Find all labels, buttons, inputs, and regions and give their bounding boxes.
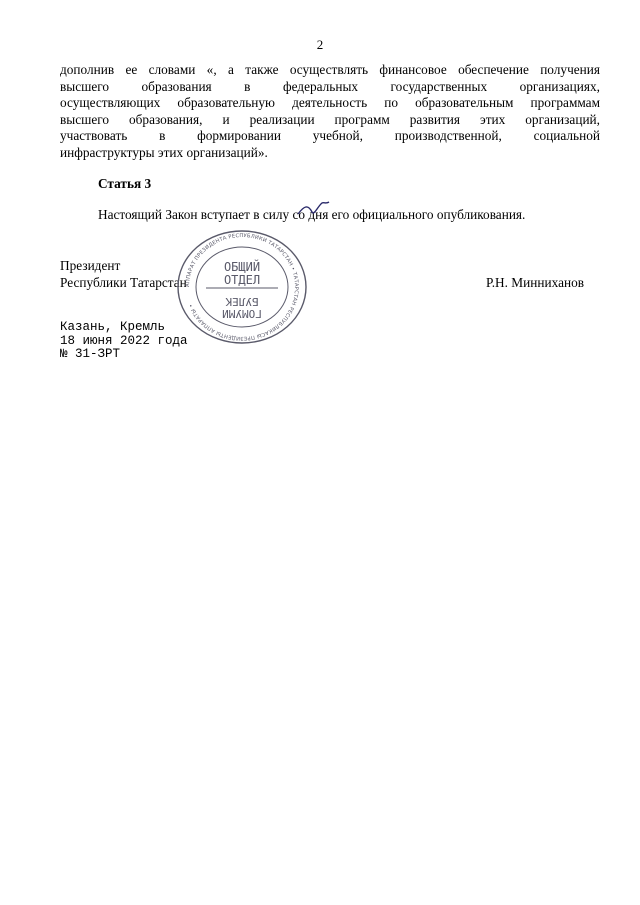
stamp-mirrored-line1: ГОМУМИ <box>222 307 262 320</box>
signer-name: Р.Н. Минниханов <box>486 275 585 290</box>
paragraph-line: участвовать в формировании учебной, производственной, социальной <box>60 128 600 143</box>
article-text: Настоящий Закон вступает в силу со дня его официального опубликования. <box>98 207 526 222</box>
stamp-mirrored-line2: БУЛЕК <box>225 295 259 308</box>
stamp-middle-text: ОТДЕЛ <box>223 273 261 287</box>
stamp-ring-text: АППАРАТ ПРЕЗИДЕНТА РЕСПУБЛИКИ ТАТАРСТАН • ТАТАРСТАН РЕСПУБЛИКАСЫ ПРЕЗИДЕНТЫ АППАРАТЫ • <box>184 232 300 342</box>
footer-block <box>60 321 188 362</box>
signature-block <box>60 258 187 291</box>
paragraph-line: высшего образования в федеральных государственных организациях, <box>60 78 600 94</box>
signer-title-line1: Президент <box>60 258 121 273</box>
body-paragraph <box>60 62 600 161</box>
paragraph-line: инфраструктуры этих организаций». <box>60 144 268 160</box>
paragraph-line: осуществляющих образовательную деятельность по образовательным программам <box>60 95 600 110</box>
law-number: № 31-ЗРТ <box>60 347 121 361</box>
official-stamp <box>174 228 310 346</box>
paragraph-line: дополнив ее словами «, а также осуществлять финансовое обеспечение получения <box>60 62 600 77</box>
signing-place: Казань, Кремль <box>60 320 166 334</box>
page-number: 2 <box>316 37 324 52</box>
handwritten-mark <box>296 200 332 220</box>
signing-date: 18 июня 2022 года <box>60 333 188 348</box>
signer-title-line2: Республики Татарстан <box>60 274 187 290</box>
stamp-top-text: ОБЩИЙ <box>223 260 261 274</box>
stamp-outer-ring <box>178 231 306 343</box>
paragraph-line: высшего образования, и реализации программ развития этих организаций, <box>60 111 600 127</box>
article-heading: Статья 3 <box>98 176 152 191</box>
